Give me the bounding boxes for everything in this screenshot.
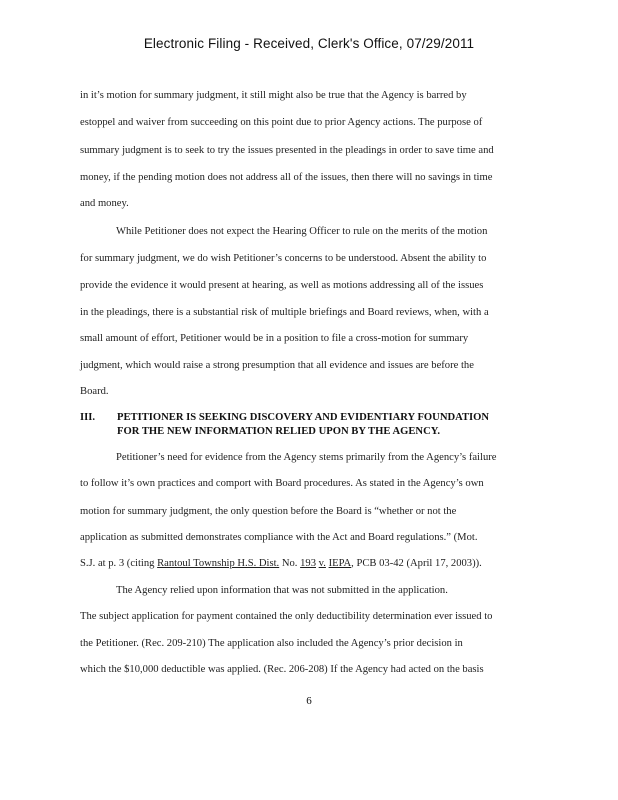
case-party: IEPA bbox=[328, 558, 352, 569]
body-line: Board. bbox=[80, 386, 109, 397]
body-line: provide the evidence it would present at hearing, as well as motions addressing all of the issues bbox=[80, 280, 484, 291]
body-line: to follow it’s own practices and comport with Board procedures. As stated in the Agency’s own bbox=[80, 478, 484, 489]
body-line: Petitioner’s need for evidence from the Agency stems primarily from the Agency’s failure bbox=[116, 452, 497, 463]
body-line: summary judgment is to seek to try the issues presented in the pleadings in order to save time and bbox=[80, 145, 494, 156]
page-number: 6 bbox=[306, 695, 312, 707]
body-line: money, if the pending motion does not address all of the issues, then there will no savings in time bbox=[80, 172, 493, 183]
body-line: The subject application for payment contained the only deductibility determination ever issued to bbox=[80, 611, 493, 622]
filing-stamp-header: Electronic Filing - Received, Clerk's Office, 07/29/2011 bbox=[143, 36, 475, 51]
body-line: The Agency relied upon information that was not submitted in the application. bbox=[116, 585, 448, 596]
body-line: for summary judgment, we do wish Petitioner’s concerns to be understood. Absent the ability to bbox=[80, 253, 487, 264]
case-name: Rantoul Township H.S. Dist. bbox=[157, 558, 280, 569]
case-number: 193 bbox=[300, 558, 316, 569]
body-line: in it’s motion for summary judgment, it still might also be true that the Agency is barred by bbox=[80, 90, 467, 101]
citation-text: No. bbox=[279, 558, 301, 569]
body-line: application as submitted demonstrates compliance with the Act and Board regulations.” (Mot. bbox=[80, 532, 478, 543]
body-line: which the $10,000 deductible was applied. (Rec. 206-208) If the Agency had acted on the basis bbox=[80, 664, 484, 675]
body-line: and money. bbox=[80, 198, 129, 209]
body-line: small amount of effort, Petitioner would be in a position to file a cross-motion for summary bbox=[80, 333, 469, 344]
body-line: estoppel and waiver from succeeding on this point due to prior Agency actions. The purpose of bbox=[80, 117, 483, 128]
case-versus: v. bbox=[318, 558, 326, 569]
section-number: III. bbox=[80, 412, 96, 423]
citation-text: S.J. at p. 3 (citing bbox=[80, 558, 158, 569]
body-line: in the pleadings, there is a substantial risk of multiple briefings and Board reviews, when, with a bbox=[80, 307, 489, 318]
citation-line bbox=[80, 558, 482, 569]
body-line: motion for summary judgment, the only question before the Board is “whether or not the bbox=[80, 506, 457, 517]
section-heading: PETITIONER IS SEEKING DISCOVERY AND EVIDENTIARY FOUNDATION bbox=[117, 412, 490, 423]
body-line: judgment, which would raise a strong presumption that all evidence and issues are before the bbox=[80, 360, 474, 371]
body-line: the Petitioner. (Rec. 209-210) The application also included the Agency’s prior decision in bbox=[80, 638, 463, 649]
section-heading: FOR THE NEW INFORMATION RELIED UPON BY THE AGENCY. bbox=[117, 426, 441, 437]
body-line: While Petitioner does not expect the Hearing Officer to rule on the merits of the motion bbox=[116, 226, 488, 237]
citation-text: , PCB 03-42 (April 17, 2003)). bbox=[351, 558, 482, 569]
